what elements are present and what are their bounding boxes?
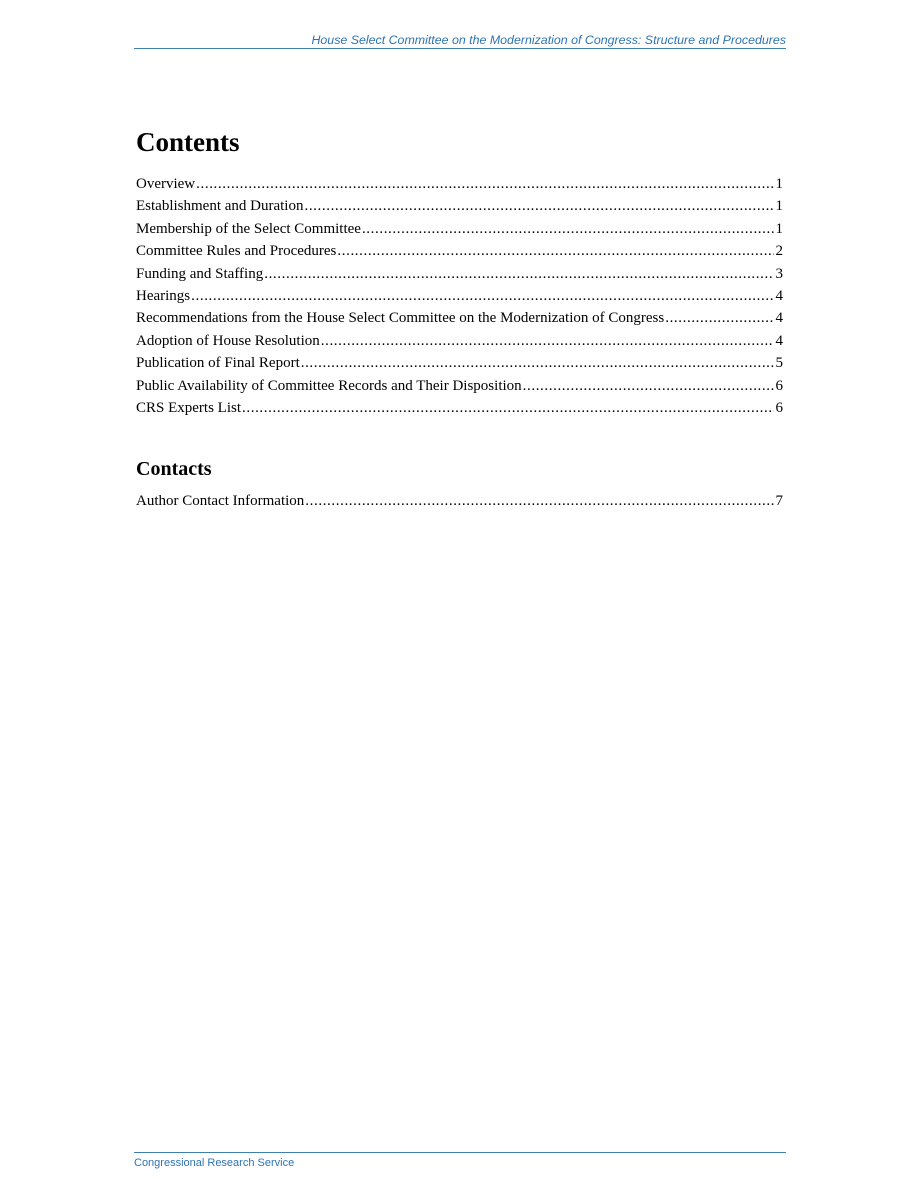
- toc-entry-membership[interactable]: [136, 219, 783, 241]
- dot-leader: [191, 286, 773, 306]
- dot-leader: [264, 264, 773, 284]
- contacts-list: [136, 491, 783, 513]
- toc-entry-title: Publication of Final Report: [136, 355, 300, 372]
- dot-leader: [321, 331, 774, 351]
- dot-leader: [242, 398, 773, 418]
- toc-entry-funding-and-staffing[interactable]: [136, 264, 783, 286]
- toc-entry-page: 6: [775, 377, 783, 394]
- toc-entry-title: Funding and Staffing: [136, 265, 264, 282]
- dot-leader: [665, 308, 773, 328]
- toc-entry-title: Public Availability of Committee Records and Their Disposition: [136, 377, 522, 394]
- dot-leader: [196, 174, 773, 194]
- toc-entry-title: Membership of the Select Committee: [136, 220, 361, 237]
- running-header: House Select Committee on the Modernization of Congress: Structure and Procedures: [134, 32, 786, 49]
- dot-leader: [304, 196, 773, 216]
- toc-entry-adoption-of-house-resolution[interactable]: [136, 331, 783, 353]
- toc-entry-page: 1: [775, 176, 783, 192]
- toc-entry-page: 3: [775, 265, 783, 282]
- toc-entry-page: 1: [775, 198, 783, 215]
- toc-entry-page: 5: [775, 355, 783, 372]
- toc-entry-title: Recommendations from the House Select Committee on the Modernization of Congress: [136, 310, 665, 327]
- dot-leader: [362, 219, 774, 239]
- toc-entry-committee-rules[interactable]: [136, 241, 783, 263]
- dot-leader: [523, 376, 774, 396]
- dot-leader: [301, 353, 774, 373]
- toc-entry-page: 7: [775, 493, 783, 509]
- toc-entry-page: 6: [775, 399, 783, 416]
- toc-entry-title: Adoption of House Resolution: [136, 332, 320, 349]
- toc-entry-page: 1: [775, 220, 783, 237]
- toc-entry-public-availability[interactable]: [136, 376, 783, 398]
- toc-entry-title: Establishment and Duration: [136, 198, 304, 215]
- toc-entry-overview[interactable]: [136, 174, 783, 196]
- toc-entry-hearings[interactable]: [136, 286, 783, 308]
- dot-leader: [305, 491, 773, 511]
- toc-entry-title: Author Contact Information: [136, 493, 305, 509]
- dot-leader: [337, 241, 773, 261]
- contents-list: [136, 174, 783, 420]
- toc-entry-page: 4: [775, 332, 783, 349]
- contacts-heading: Contacts: [136, 458, 212, 480]
- toc-entry-page: 2: [775, 243, 783, 260]
- toc-entry-recommendations[interactable]: [136, 308, 783, 330]
- toc-entry-establishment-and-duration[interactable]: [136, 196, 783, 218]
- toc-entry-title: CRS Experts List: [136, 399, 242, 416]
- contents-heading: Contents: [136, 127, 240, 157]
- toc-entry-page: 4: [775, 287, 783, 304]
- toc-entry-title: Hearings: [136, 287, 191, 304]
- toc-entry-crs-experts-list[interactable]: [136, 398, 783, 420]
- running-footer: Congressional Research Service: [134, 1152, 786, 1170]
- toc-entry-title: Committee Rules and Procedures: [136, 243, 337, 260]
- toc-entry-publication-of-final-report[interactable]: [136, 353, 783, 375]
- toc-entry-page: 4: [775, 310, 783, 327]
- toc-entry-author-contact-information[interactable]: [136, 491, 783, 513]
- toc-entry-title: Overview: [136, 176, 196, 192]
